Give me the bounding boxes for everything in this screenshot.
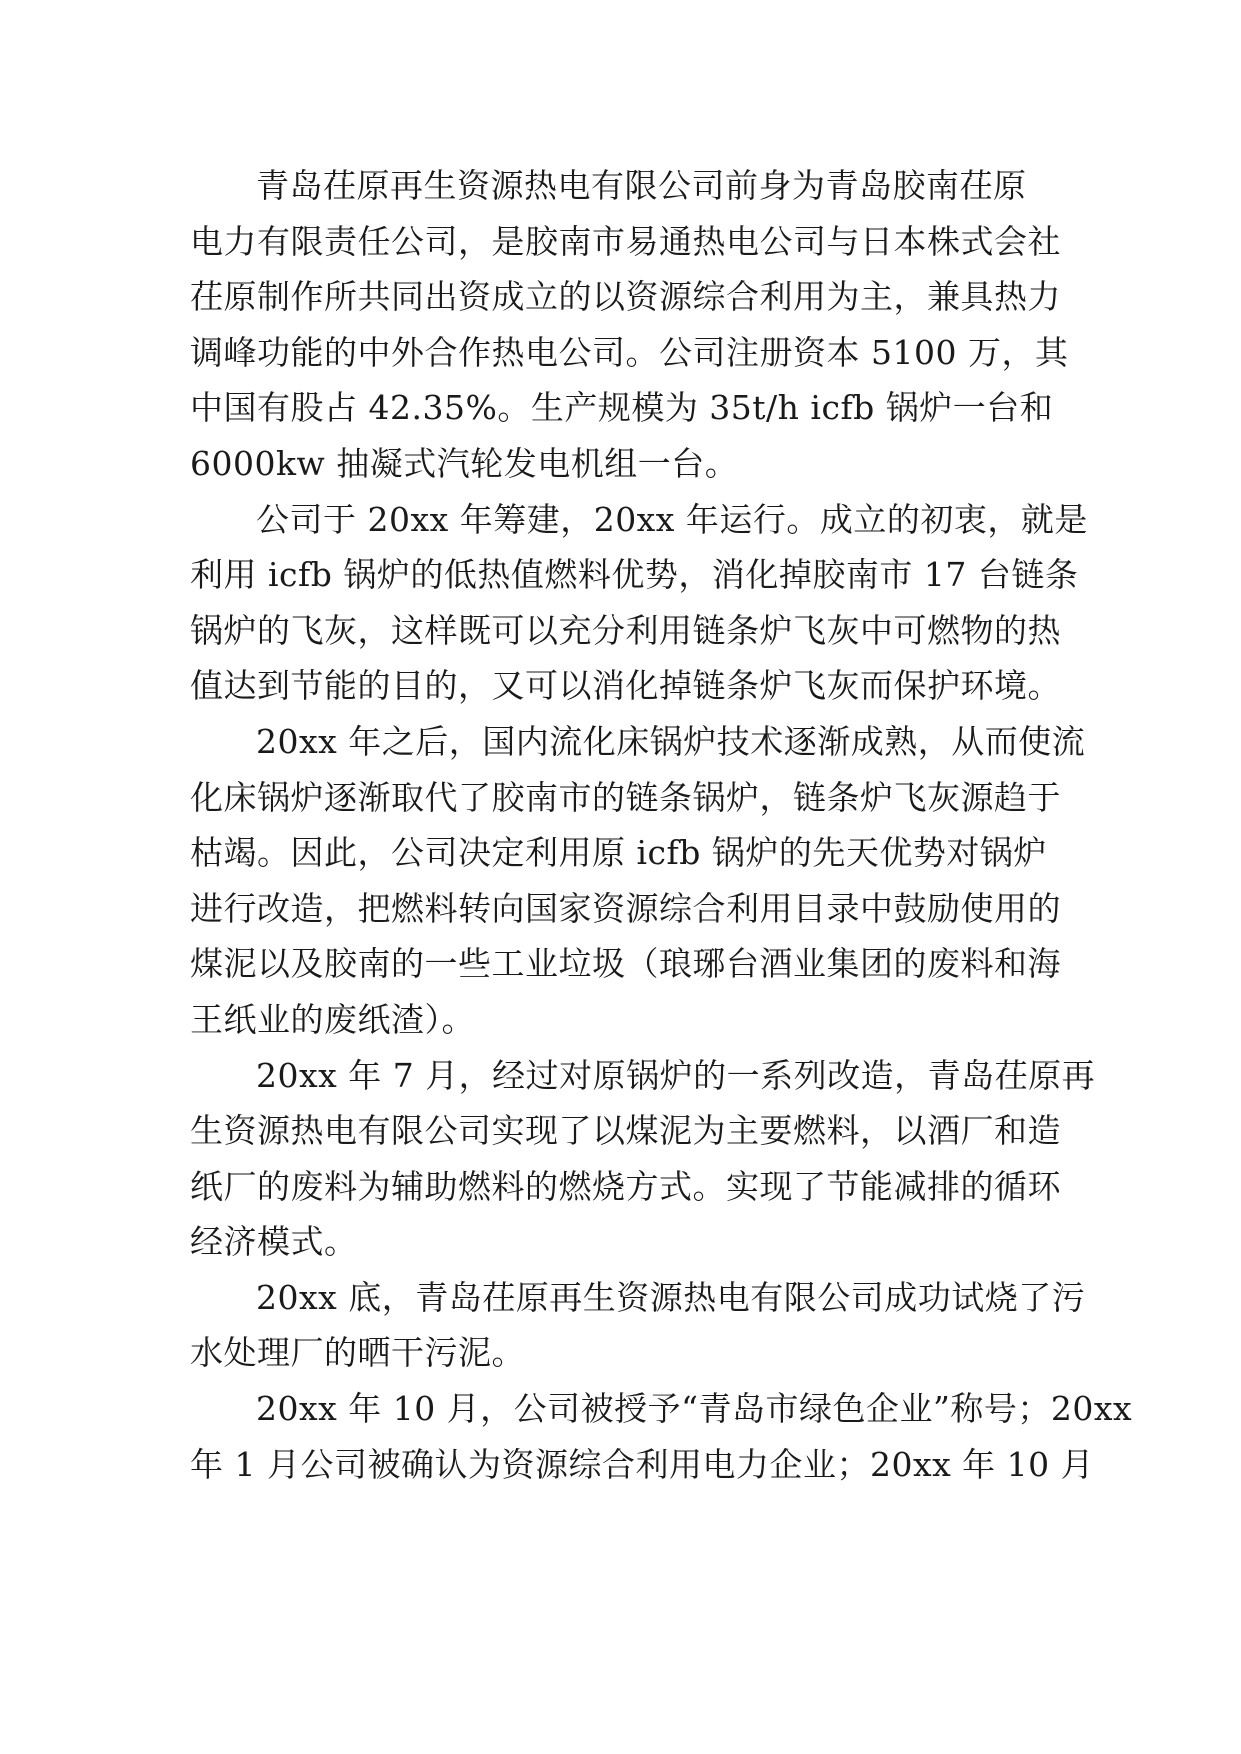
text-line: 化床锅炉逐渐取代了胶南市的链条锅炉，链条炉飞灰源趋于 [190,777,1061,817]
text-line: 20xx 年之后，国内流化床锅炉技术逐渐成熟，从而使流 [256,721,1086,761]
text-line: 进行改造，把燃料转向国家资源综合利用目录中鼓励使用的 [190,888,1061,928]
text-line: 青岛茌原再生资源热电有限公司前身为青岛胶南茌原 [256,166,1027,205]
paragraph-1 [190,158,1070,492]
text-line: 调峰功能的中外合作热电公司。公司注册资本 5100 万，其 [190,332,1069,372]
text-line: 锅炉的飞灰，这样既可以充分利用链条炉飞灰中可燃物的热 [190,610,1061,650]
text-line: 枯竭。因此，公司决定利用原 icfb 锅炉的先天优势对锅炉 [190,833,1047,873]
document-body [190,158,1133,1492]
text-line: 王纸业的废纸渣）。 [190,999,475,1039]
text-line: 6000kw 抽凝式汽轮发电机组一台。 [190,443,739,483]
paragraph-5 [190,1270,1086,1381]
paragraph-2 [190,492,1088,714]
text-line: 20xx 底，青岛茌原再生资源热电有限公司成功试烧了污 [256,1277,1086,1317]
text-line: 生资源热电有限公司实现了以煤泥为主要燃料，以酒厂和造 [190,1111,1061,1151]
text-line: 20xx 年 10 月，公司被授予“青岛市绿色企业”称号；20xx [256,1389,1133,1429]
text-line: 茌原制作所共同出资成立的以资源综合利用为主，兼具热力 [190,277,1061,317]
text-line: 煤泥以及胶南的一些工业垃圾（琅琊台酒业集团的废料和海 [190,944,1061,984]
text-line: 利用 icfb 锅炉的低热值燃料优势，消化掉胶南市 17 台链条 [190,555,1079,595]
text-line: 水处理厂的晒干污泥。 [190,1333,525,1373]
text-line: 经济模式。 [190,1222,358,1262]
paragraph-6 [190,1381,1133,1492]
text-line: 中国有股占 42.35%。生产规模为 35t/h icfb 锅炉一台和 [190,388,1054,428]
text-line: 电力有限责任公司，是胶南市易通热电公司与日本株式会社 [190,221,1061,261]
text-line: 公司于 20xx 年筹建，20xx 年运行。成立的初衷，就是 [256,499,1088,539]
paragraph-4 [190,1048,1096,1270]
paragraph-3 [190,714,1086,1048]
text-line: 年 1 月公司被确认为资源综合利用电力企业；20xx 年 10 月 [190,1444,1095,1484]
text-line: 20xx 年 7 月，经过对原锅炉的一系列改造，青岛茌原再 [256,1055,1096,1095]
text-line: 纸厂的废料为辅助燃料的燃烧方式。实现了节能减排的循环 [190,1166,1061,1206]
text-line: 值达到节能的目的，又可以消化掉链条炉飞灰而保护环境。 [190,666,1061,706]
